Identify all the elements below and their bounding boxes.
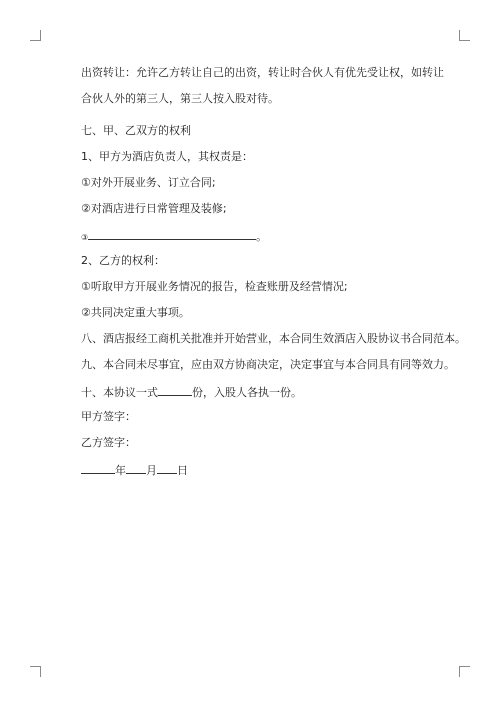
item-3-end: 。 xyxy=(256,230,268,243)
section-10 xyxy=(61,384,451,410)
month-blank xyxy=(126,462,146,474)
date-day-label: 日 xyxy=(177,464,188,477)
blank-underline xyxy=(88,228,256,240)
party-b-item-1: ①听取甲方开展业务情况的报告，检查账册及经营情况; xyxy=(81,280,348,293)
page-corner-mark-top-right xyxy=(459,30,470,41)
party-b-heading: 2、乙方的权利： xyxy=(81,254,165,267)
section-8: 八、酒店报经工商机关批准并开始营业，本合同生效酒店入股协议书合同范本。 xyxy=(81,332,466,345)
page-corner-mark-bottom-right xyxy=(459,666,470,677)
section-9: 九、本合同未尽事宜，应由双方协商决定，决定事宜与本合同具有同等效力。 xyxy=(81,358,455,371)
party-a-signature: 甲方签字： xyxy=(81,410,136,423)
date-year-label: 年 xyxy=(115,464,126,477)
copies-blank xyxy=(158,384,192,396)
page-corner-mark-top-left xyxy=(30,30,41,41)
section-7-title: 七、甲、乙双方的权利 xyxy=(81,124,191,137)
party-b-item-2: ②共同决定重大事项。 xyxy=(81,306,190,319)
day-blank xyxy=(157,462,177,474)
party-a-item-1: ①对外开展业务、订立合同; xyxy=(81,176,216,189)
section-10-text-b: 份，入股人各执一份。 xyxy=(192,386,302,399)
date-month-label: 月 xyxy=(146,464,157,477)
section-10-text-a: 十、本协议一式 xyxy=(81,386,158,399)
document-body xyxy=(61,66,466,488)
page-corner-mark-bottom-left xyxy=(30,666,41,677)
party-a-item-3 xyxy=(61,228,451,254)
paragraph-transfer: 出资转让：允许乙方转让自己的出资，转让时合伙人有优先受让权，如转让合伙人外的第三人，第三人按入股对待。 xyxy=(81,66,444,105)
signing-date xyxy=(61,462,451,488)
party-a-heading: 1、甲方为酒店负责人，其权责是： xyxy=(81,150,253,163)
item-3-number: ③ xyxy=(81,233,89,242)
party-b-signature: 乙方签字： xyxy=(81,436,136,449)
party-a-item-2: ②对酒店进行日常管理及装修; xyxy=(81,202,227,215)
year-blank xyxy=(81,462,115,474)
